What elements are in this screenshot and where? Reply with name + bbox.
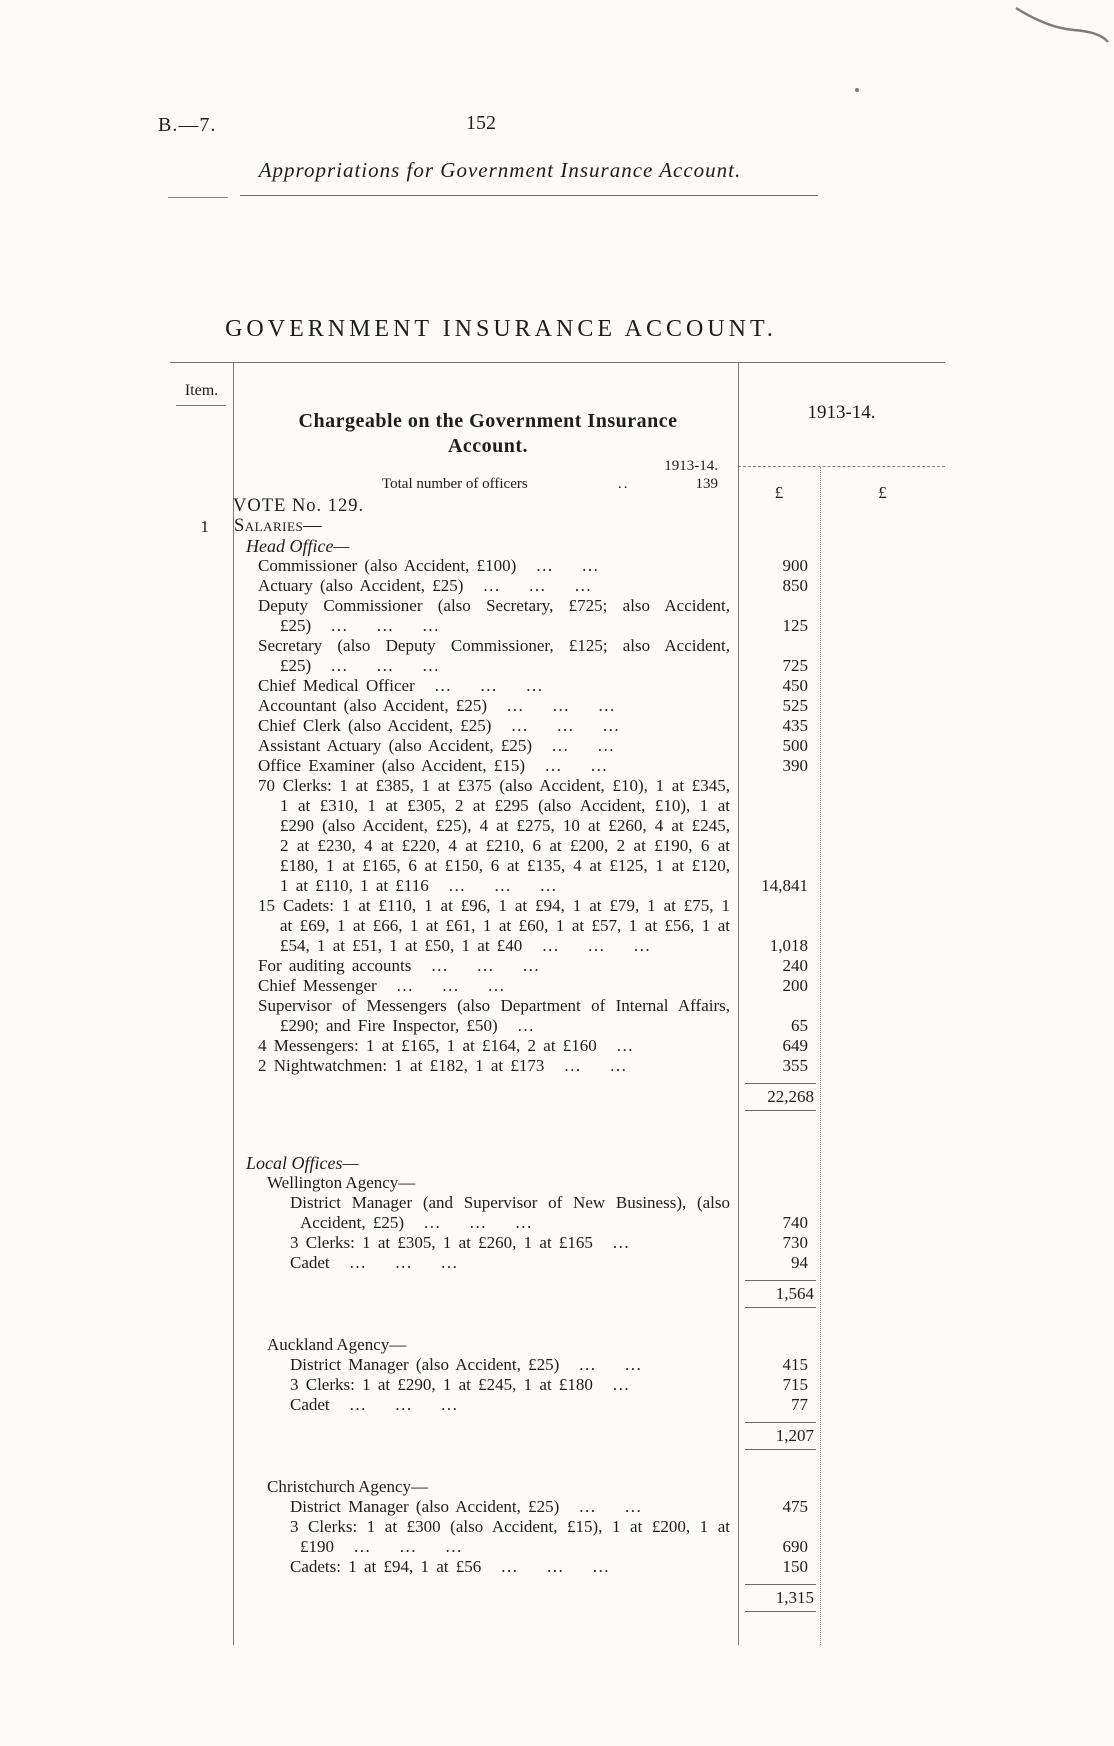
- subtotal-row: [745, 1280, 816, 1308]
- leader-dots: ... ... ...: [481, 1557, 611, 1576]
- row-text: Chief Medical Officer: [258, 676, 415, 695]
- leader-dots: ... ... ...: [404, 1213, 533, 1232]
- subtotal-amount: 1,564: [775, 1284, 814, 1303]
- year-column-header: 1913-14.: [807, 402, 876, 423]
- row-text: 3 Clerks: 1 at £290, 1 at £245, 1 at £180: [290, 1375, 593, 1394]
- year-header-rule: [738, 466, 945, 467]
- salary-row: [170, 1395, 945, 1415]
- salary-row: [170, 996, 945, 1036]
- leader-dots: ... ... ...: [311, 616, 440, 635]
- row-amount: 415: [782, 1355, 808, 1374]
- leader-dots: ... ...: [559, 1497, 643, 1516]
- subsection: [170, 1153, 945, 1173]
- row-text: Office Examiner (also Accident, £15): [258, 756, 526, 775]
- pound-symbol-column-2: £: [878, 483, 887, 502]
- item-number: 1: [200, 517, 210, 536]
- leader-dots: ...: [592, 1375, 631, 1394]
- row-text: VOTE No. 129.: [233, 496, 365, 516]
- row-text: Cadet: [290, 1253, 330, 1272]
- salary-row: [170, 956, 945, 976]
- leader-dots: ... ...: [525, 756, 609, 775]
- leader-dots: ... ... ...: [376, 976, 506, 995]
- document-reference: B.—7.: [158, 114, 217, 136]
- row-text: Local Offices—: [246, 1153, 359, 1173]
- row-amount: 77: [791, 1395, 808, 1414]
- salary-row: [170, 736, 945, 756]
- row-amount: 450: [782, 676, 808, 695]
- leader-dots: ... ... ...: [329, 1395, 459, 1414]
- agency-heading: [170, 1173, 945, 1193]
- row-amount: 900: [782, 556, 808, 575]
- row-text: Christchurch Agency—: [267, 1477, 428, 1496]
- row-text: For auditing accounts: [258, 956, 412, 975]
- agency-heading: [170, 1477, 945, 1497]
- salary-row: [170, 1355, 945, 1375]
- salary-row: [170, 696, 945, 716]
- leader-dots: ... ... ...: [414, 676, 544, 695]
- row-text: District Manager (also Accident, £25): [290, 1497, 560, 1516]
- leader-dots: ...: [592, 1233, 631, 1252]
- row-amount: 94: [791, 1253, 808, 1272]
- salary-row: [170, 896, 945, 956]
- row-text: Cadets: 1 at £94, 1 at £56: [290, 1557, 482, 1576]
- row-amount: 649: [782, 1036, 808, 1055]
- subsection: [170, 536, 945, 556]
- row-text: Cadet: [290, 1395, 330, 1414]
- salary-row: [170, 776, 945, 896]
- row-text: Accountant (also Accident, £25): [258, 696, 487, 715]
- salary-row: [170, 976, 945, 996]
- row-text: District Manager (and Supervisor of New Business), (also Accident, £25): [290, 1193, 730, 1232]
- leader-dots: ..: [618, 476, 630, 492]
- salary-row: [170, 716, 945, 736]
- leader-dots: ...: [497, 1016, 535, 1035]
- vote-heading: [170, 496, 945, 516]
- running-title: Appropriations for Government Insurance Account.: [258, 158, 742, 182]
- page-number: 152: [466, 112, 496, 134]
- row-text: Salaries—: [234, 516, 323, 536]
- subtotal-amount: 1,315: [775, 1588, 814, 1607]
- leader-dots: ... ... ...: [334, 1537, 463, 1556]
- officers-year-label: 1913-14.: [664, 458, 718, 474]
- scan-artifact-dot: [855, 88, 859, 92]
- salary-row: [170, 596, 945, 636]
- row-text: District Manager (also Accident, £25): [290, 1355, 560, 1374]
- leader-dots: ... ... ...: [329, 1253, 459, 1272]
- row-text: Wellington Agency—: [267, 1173, 416, 1192]
- row-text: 3 Clerks: 1 at £300 (also Accident, £15), 1 at £200, 1 at £190: [290, 1517, 730, 1556]
- table-title: Chargeable on the Government Insurance Account.: [298, 410, 678, 457]
- row-amount: 730: [782, 1233, 808, 1252]
- main-title: GOVERNMENT INSURANCE ACCOUNT.: [225, 316, 777, 342]
- salary-row: [170, 636, 945, 676]
- leader-dots: ... ... ...: [311, 656, 440, 675]
- row-text: Supervisor of Messengers (also Department of Internal Affairs, £290; and Fire Inspector, £50): [258, 996, 730, 1035]
- row-amount: 850: [782, 576, 808, 595]
- salary-row: [170, 576, 945, 596]
- row-text: Head Office—: [246, 536, 350, 556]
- row-text: Secretary (also Deputy Commissioner, £125; also Accident, £25): [258, 636, 730, 675]
- leader-dots: ... ...: [559, 1355, 643, 1374]
- leader-dots: ... ... ...: [522, 936, 652, 955]
- row-amount: 65: [791, 1016, 808, 1035]
- row-amount: 355: [782, 1056, 808, 1075]
- salary-row: [170, 1557, 945, 1577]
- officers-total-line: [170, 474, 718, 492]
- scan-artifact-curve: [1012, 2, 1112, 46]
- section-heading: [170, 516, 945, 536]
- item-header-underline: [176, 405, 226, 406]
- row-text: 2 Nightwatchmen: 1 at £182, 1 at £173: [258, 1056, 545, 1075]
- leader-dots: ... ...: [516, 556, 600, 575]
- officers-total-label: Total number of officers: [382, 476, 528, 492]
- row-amount: 500: [782, 736, 808, 755]
- table-rows: [170, 496, 945, 1621]
- leader-dots: ... ... ...: [428, 876, 558, 895]
- salary-row: [170, 1517, 945, 1557]
- salary-row: [170, 1056, 945, 1076]
- row-text: Auckland Agency—: [267, 1335, 407, 1354]
- leader-dots: ... ...: [544, 1056, 628, 1075]
- officers-total-count: 139: [695, 476, 718, 492]
- row-amount: 150: [782, 1557, 808, 1576]
- row-text: 4 Messengers: 1 at £165, 1 at £164, 2 at £160: [258, 1036, 597, 1055]
- row-amount: 14,841: [761, 876, 808, 895]
- leader-dots: ... ...: [532, 736, 616, 755]
- row-text: Assistant Actuary (also Accident, £25): [258, 736, 533, 755]
- row-text: Actuary (also Accident, £25): [258, 576, 464, 595]
- row-amount: 240: [782, 956, 808, 975]
- salary-row: [170, 556, 945, 576]
- salary-row: [170, 676, 945, 696]
- row-text: 3 Clerks: 1 at £305, 1 at £260, 1 at £165: [290, 1233, 593, 1252]
- row-amount: 200: [782, 976, 808, 995]
- row-text: Deputy Commissioner (also Secretary, £725; also Accident, £25): [258, 596, 730, 635]
- appropriations-table: [170, 362, 945, 1645]
- salary-row: [170, 1375, 945, 1395]
- row-amount: 125: [782, 616, 808, 635]
- row-amount: 740: [782, 1213, 808, 1232]
- salary-row: [170, 1036, 945, 1056]
- subtotal-amount: 22,268: [767, 1087, 814, 1106]
- row-amount: 475: [782, 1497, 808, 1516]
- header-rule-left: [168, 197, 228, 198]
- leader-dots: ... ... ...: [487, 696, 616, 715]
- row-text: 15 Cadets: 1 at £110, 1 at £96, 1 at £94, 1 at £79, 1 at £75, 1 at £69, 1 at £66, 1 at £61, 1 at £60, 1 at £57, 1 at £56, 1 at £54, 1 at £51, 1 at £50, 1 at £40: [258, 896, 730, 955]
- leader-dots: ... ... ...: [411, 956, 541, 975]
- row-text: Commissioner (also Accident, £100): [258, 556, 517, 575]
- salary-row: [170, 1193, 945, 1233]
- subtotal-row: [745, 1584, 816, 1612]
- agency-heading: [170, 1335, 945, 1355]
- subtotal-amount: 1,207: [775, 1426, 814, 1445]
- row-amount: 725: [782, 656, 808, 675]
- row-text: Chief Messenger: [258, 976, 377, 995]
- leader-dots: ...: [596, 1036, 635, 1055]
- row-text: Chief Clerk (also Accident, £25): [258, 716, 492, 735]
- row-amount: 525: [782, 696, 808, 715]
- header-rule: [240, 195, 818, 196]
- row-amount: 690: [782, 1537, 808, 1556]
- leader-dots: ... ... ...: [491, 716, 621, 735]
- pound-symbol-column-1: £: [774, 483, 784, 502]
- row-amount: 435: [782, 716, 808, 735]
- subtotal-row: [745, 1422, 816, 1450]
- row-text: 70 Clerks: 1 at £385, 1 at £375 (also Accident, £10), 1 at £345, 1 at £310, 1 at £305, 2 at £295 (also Accident, £10), 1 at £290 (also Accident, £25), 4 at £275, 10 at £260, 4 at £245, 2 at £230, 4 at £220, 4 at £210, 6 at £200, 2 at £190, 6 at £180, 1 at £165, 6 at £150, 6 at £135, 4 at £125, 1 at £120, 1 at £110, 1 at £116: [258, 776, 730, 895]
- salary-row: [170, 756, 945, 776]
- item-column-header: Item.: [184, 382, 219, 399]
- row-amount: 1,018: [769, 936, 808, 955]
- leader-dots: ... ... ...: [463, 576, 593, 595]
- salary-row: [170, 1233, 945, 1253]
- salary-row: [170, 1497, 945, 1517]
- row-amount: 715: [782, 1375, 808, 1394]
- subtotal-row: [745, 1083, 816, 1111]
- salary-row: [170, 1253, 945, 1273]
- row-amount: 390: [782, 756, 808, 775]
